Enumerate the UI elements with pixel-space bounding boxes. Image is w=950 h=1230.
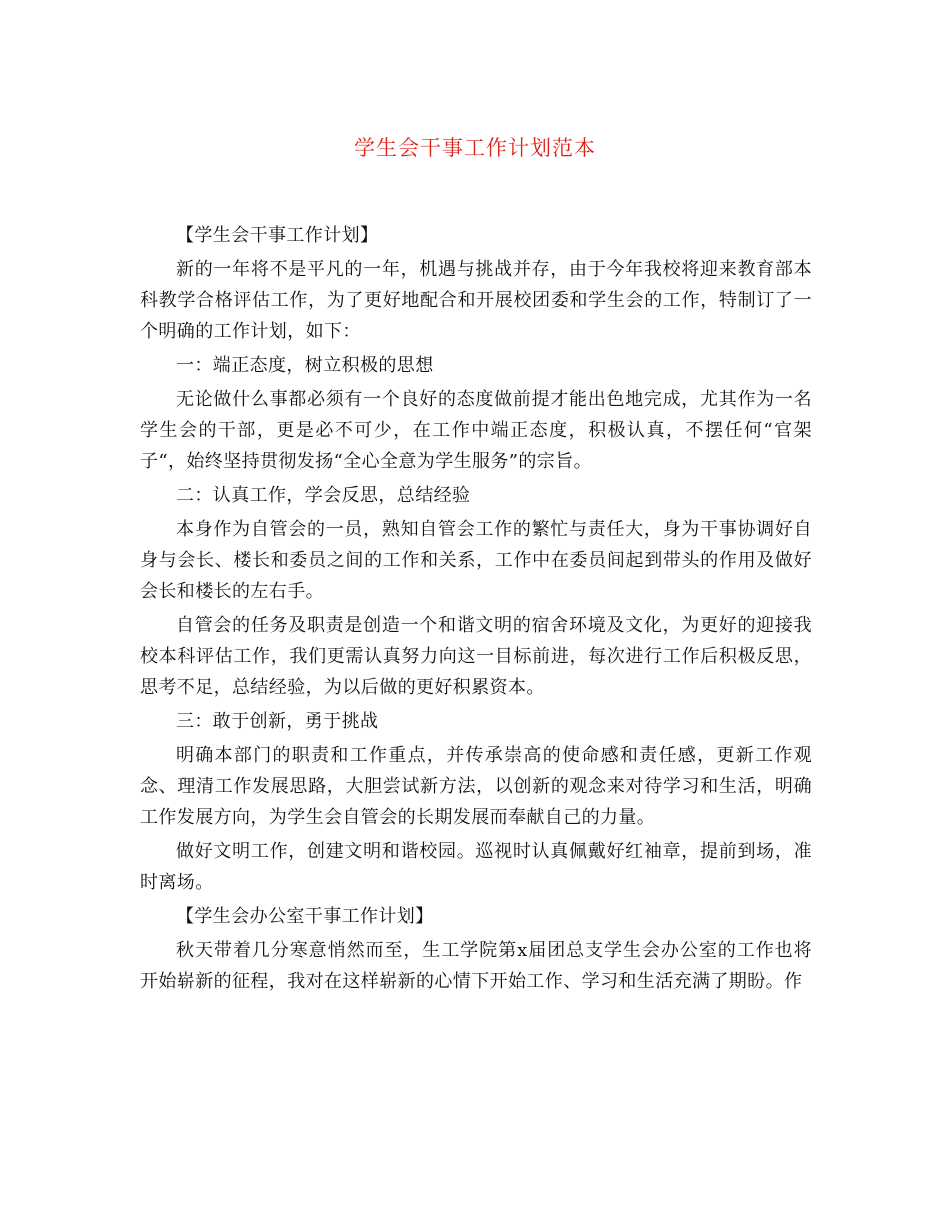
section-heading: 二：认真工作，学会反思，总结经验 xyxy=(176,485,471,506)
paragraph: 新的一年将不是平凡的一年，机遇与挑战并存，由于今年我校将迎来教育部本科教学合格评估工作，为了更好地配合和开展校团委和学生会的工作，特制订了一个明确的工作计划，如下： xyxy=(140,259,812,342)
document-title: 学生会干事工作计划范本 xyxy=(354,136,596,160)
paragraph: 秋天带着几分寒意悄然而至，生工学院第x届团总支学生会办公室的工作也将开始崭新的征程，我对在这样崭新的心情下开始工作、学习和生活充满了期盼。作 xyxy=(140,940,812,992)
paragraph: 明确本部门的职责和工作重点，并传承崇高的使命感和责任感，更新工作观念、理清工作发展思路，大胆尝试新方法，以创新的观念来对待学习和生活，明确工作发展方向，为学生会自管会的长期发展而奉献自己的力量。 xyxy=(140,745,812,828)
paragraph: 本身作为自管会的一员，熟知自管会工作的繁忙与责任大，身为干事协调好自身与会长、楼长和委员之间的工作和关系，工作中在委员间起到带头的作用及做好会长和楼长的左右手。 xyxy=(140,519,812,602)
section-heading: 【学生会办公室干事工作计划】 xyxy=(176,906,434,927)
paragraph: 做好文明工作，创建文明和谐校园。巡视时认真佩戴好红袖章，提前到场，准时离场。 xyxy=(140,841,812,893)
document-body xyxy=(140,220,812,1000)
paragraph: 无论做什么事都必须有一个良好的态度做前提才能出色地完成，尤其作为一名学生会的干部，更是必不可少，在工作中端正态度，积极认真，不摆任何“官架子“，始终坚持贯彻发扬“全心全意为学生服务”的宗旨。 xyxy=(140,389,812,472)
section-heading: 三：敢于创新，勇于挑战 xyxy=(176,711,379,732)
paragraph: 自管会的任务及职责是创造一个和谐文明的宿舍环境及文化，为更好的迎接我校本科评估工作，我们更需认真努力向这一目标前进，每次进行工作后积极反思，思考不足，总结经验，为以后做的更好积累资本。 xyxy=(140,615,812,698)
section-heading: 一：端正态度，树立积极的思想 xyxy=(176,355,434,376)
section-heading: 【学生会干事工作计划】 xyxy=(176,225,379,246)
